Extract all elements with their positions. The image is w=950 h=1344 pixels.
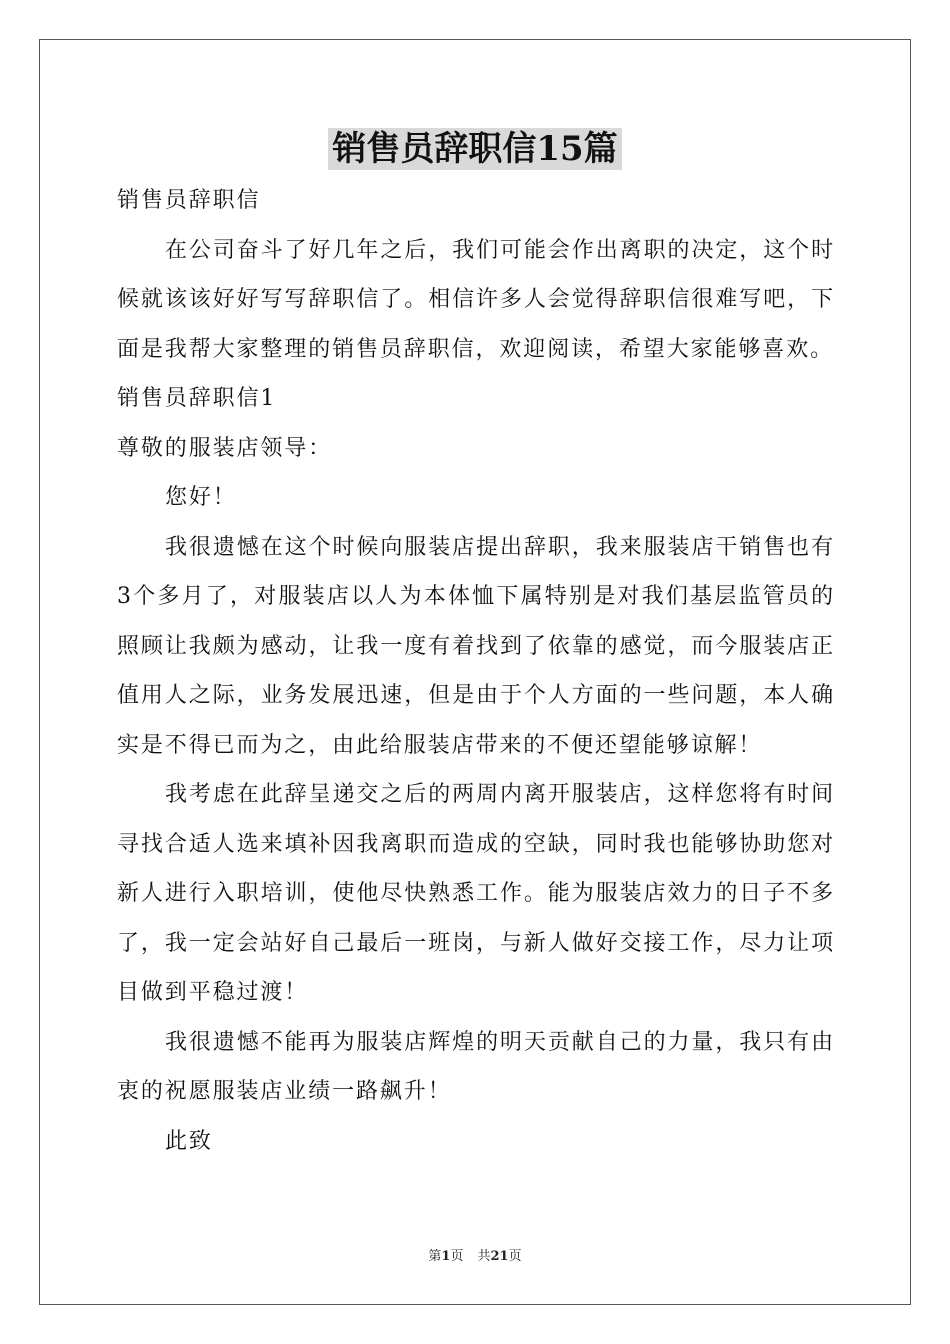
- title-container: [0, 128, 950, 170]
- closing: 此致: [165, 1128, 213, 1154]
- footer-prefix: 第: [428, 1249, 442, 1264]
- body-paragraph-1: 我很遗憾在这个时候向服装店提出辞职，我来服装店干销售也有3个多月了，对服装店以人为本体恤下属特别是对我们基层监管员的照顾让我颇为感动，让我一度有着找到了依靠的感觉，而今服装店正值用人之际，业务发展迅速，但是由于个人方面的一些问题，本人确实是不得已而为之，由此给服装店带来的不便还望能够谅解！: [117, 534, 835, 758]
- section-title: 销售员辞职信1: [117, 386, 277, 411]
- document-heading: 销售员辞职信: [117, 188, 261, 213]
- footer-total-suffix: 页: [508, 1249, 522, 1264]
- page-footer: [0, 1248, 950, 1266]
- footer-total-prefix: 共: [477, 1249, 491, 1264]
- footer-page-suffix: 页: [450, 1249, 464, 1264]
- salutation: 尊敬的服装店领导：: [117, 435, 333, 461]
- page-number: 1: [441, 1249, 451, 1264]
- greeting: 您好！: [165, 485, 237, 510]
- intro-paragraph: 在公司奋斗了好几年之后，我们可能会作出离职的决定，这个时候就该该好好写写辞职信了。相信许多人会觉得辞职信很难写吧，下面是我帮大家整理的销售员辞职信，欢迎阅读，希望大家能够喜欢。: [117, 237, 835, 362]
- document-body: [117, 176, 835, 1166]
- body-paragraph-3: 我很遗憾不能再为服装店辉煌的明天贡献自己的力量，我只有由衷的祝愿服装店业绩一路飙升！: [117, 1029, 835, 1104]
- document-title: 销售员辞职信15篇: [328, 128, 621, 170]
- total-pages: 21: [490, 1249, 509, 1264]
- body-paragraph-2: 我考虑在此辞呈递交之后的两周内离开服装店，这样您将有时间寻找合适人选来填补因我离职而造成的空缺，同时我也能够协助您对新人进行入职培训，使他尽快熟悉工作。能为服装店效力的日子不多了，我一定会站好自己最后一班岗，与新人做好交接工作，尽力让项目做到平稳过渡！: [117, 782, 835, 1005]
